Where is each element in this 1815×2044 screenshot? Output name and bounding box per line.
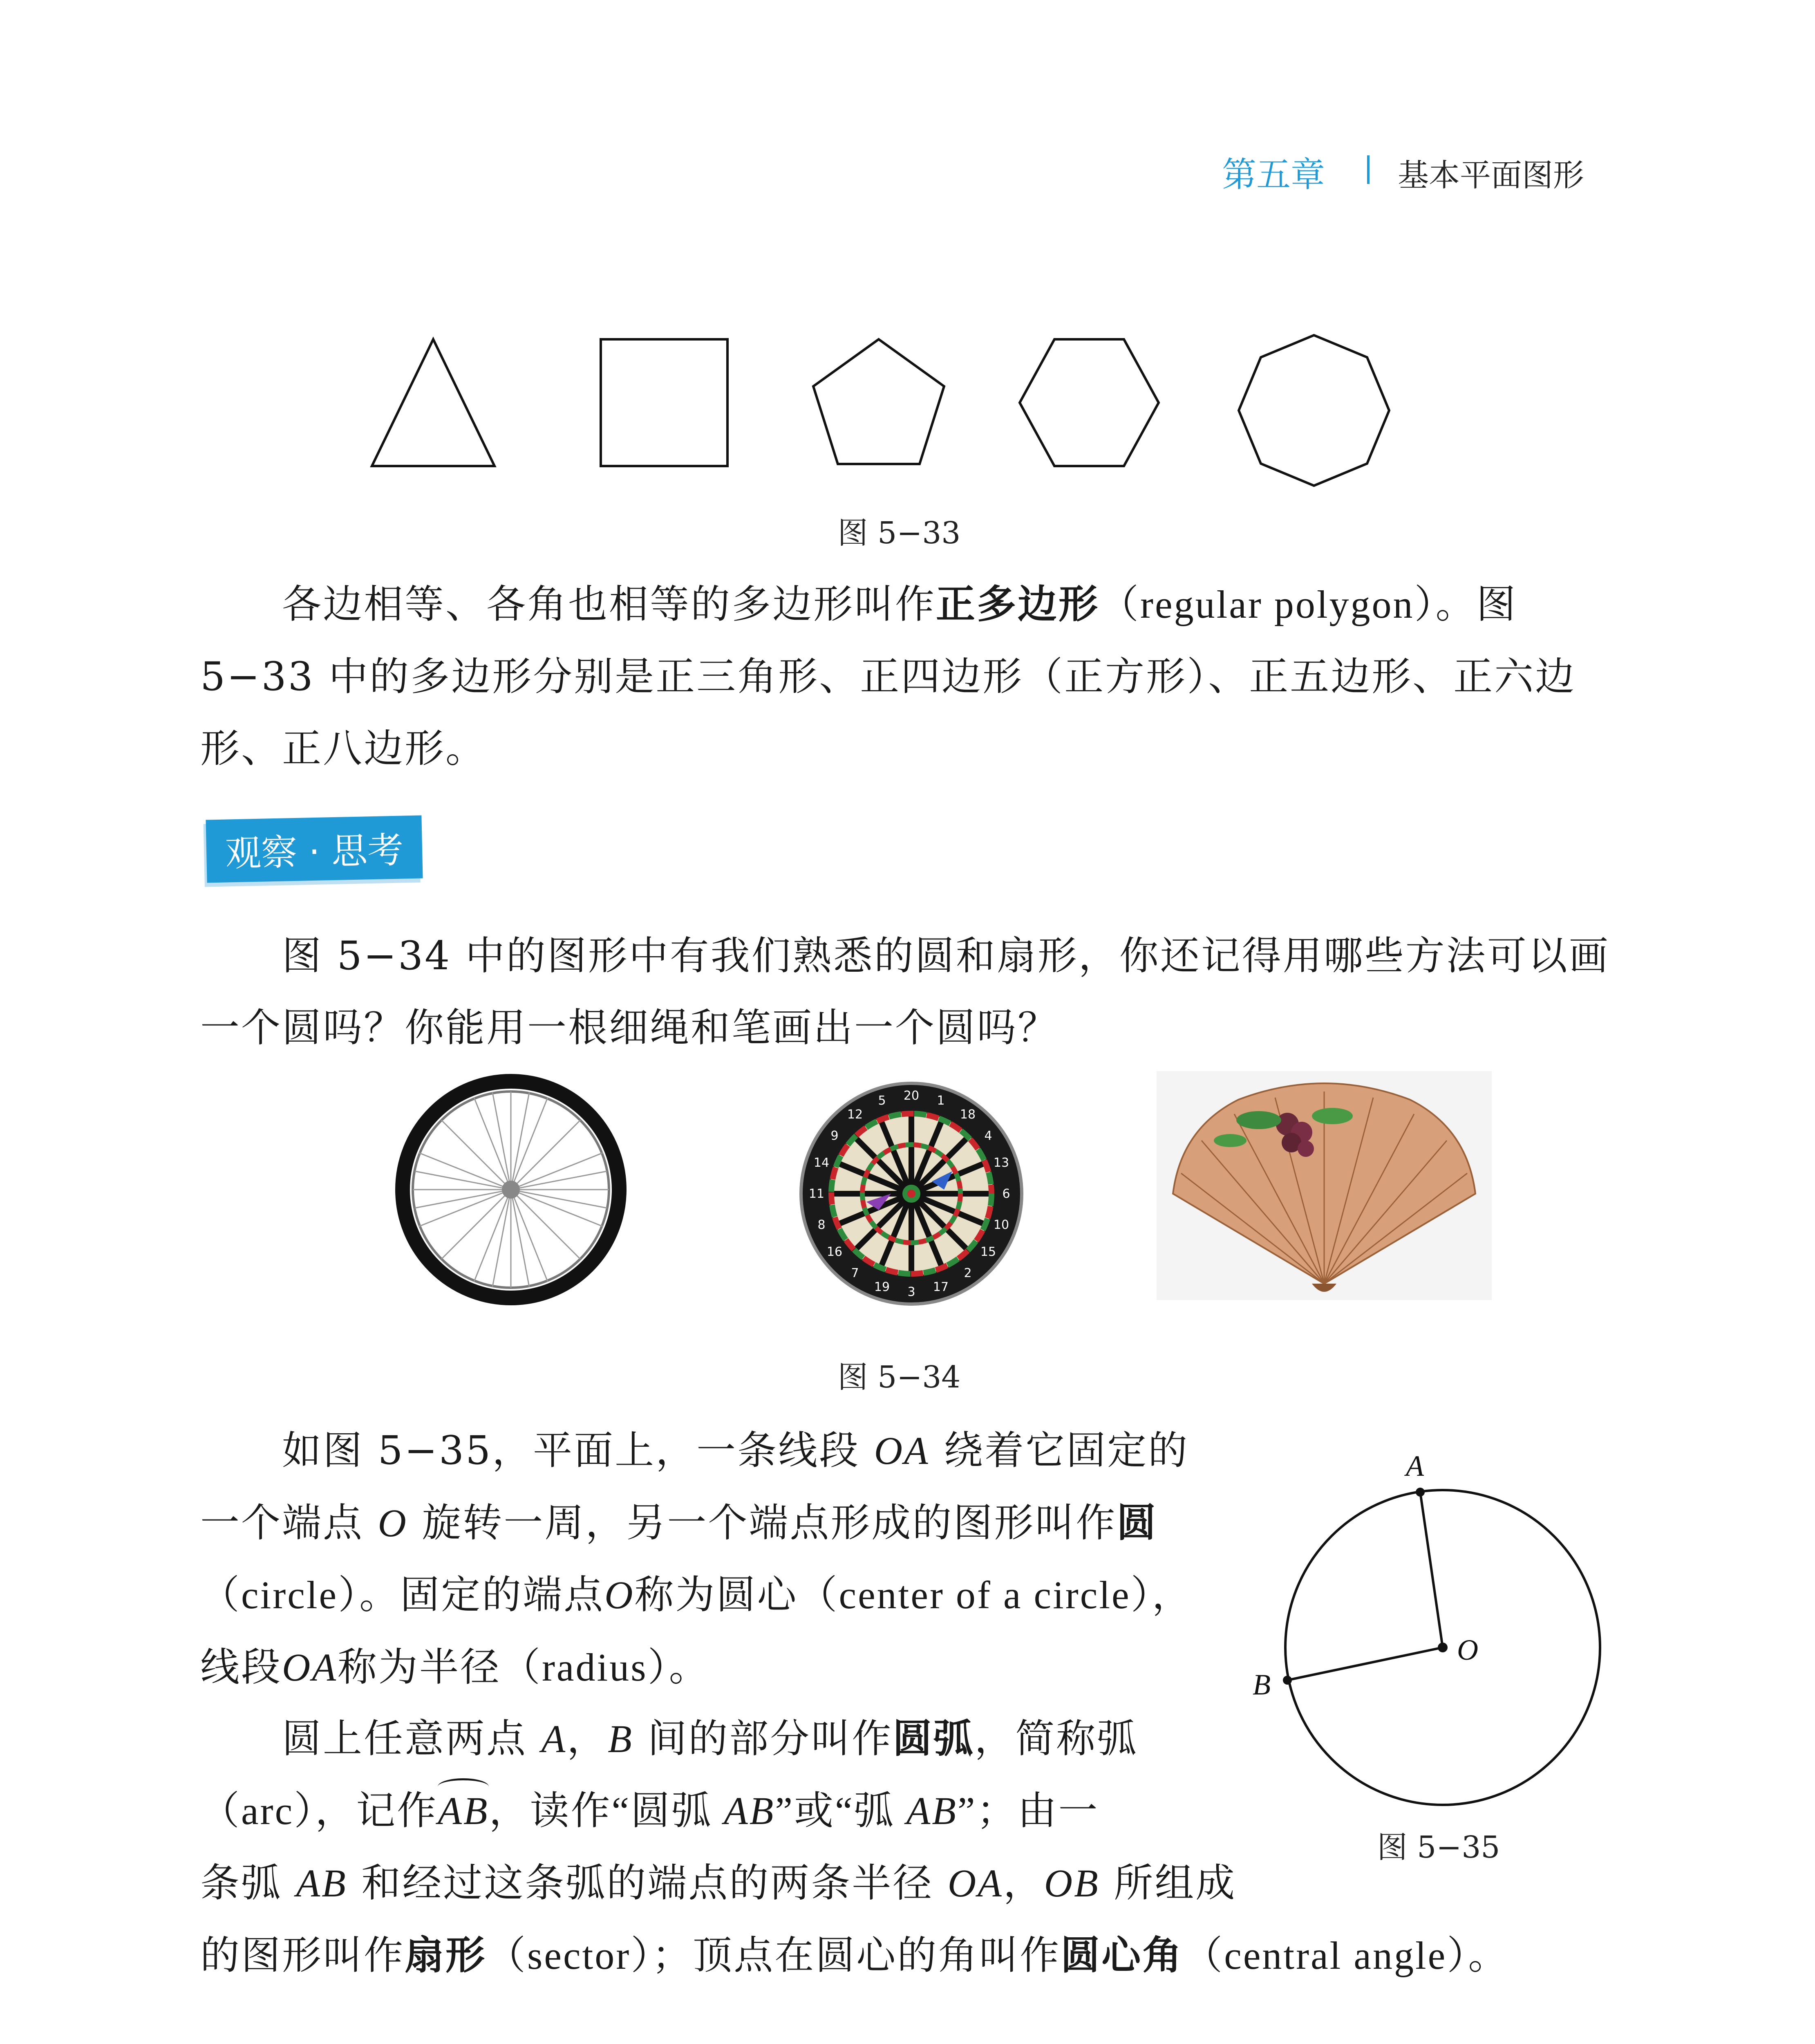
- dart-number: 14: [813, 1156, 830, 1170]
- fig-5-33-caption: 图 5−33: [837, 515, 961, 551]
- dartboard-image: [797, 1079, 1026, 1308]
- point-o-label: O: [1457, 1634, 1478, 1666]
- dart-number: 10: [993, 1218, 1009, 1232]
- dart-number: 4: [984, 1129, 992, 1143]
- fig-5-35-caption: 图 5−35: [1377, 1830, 1500, 1865]
- term-central-angle: 圆心角: [1061, 1932, 1184, 1978]
- dart-number: 11: [808, 1187, 825, 1201]
- arc-notation: AB: [438, 1775, 489, 1847]
- paragraph-regular-polygon: 各边相等、各角也相等的多边形叫作正多边形（regular polygon）。图 5−33 中的多边形分别是正三角形、正四边形（正方形）、正五边形、正六边 形、正八边形。: [200, 581, 1576, 771]
- octagon-shape: [1239, 335, 1389, 486]
- bicycle-wheel-image: [392, 1067, 629, 1312]
- chapter-title: 基本平面图形: [1398, 157, 1584, 193]
- term-regular-polygon: 正多边形: [936, 581, 1099, 627]
- folding-fan-image: [1157, 1071, 1492, 1300]
- pentagon-shape: [813, 339, 944, 464]
- regular-polygons-figure: [360, 327, 1430, 491]
- dart-number: 8: [817, 1218, 826, 1232]
- hexagon-shape: [1020, 339, 1159, 466]
- term-arc: 圆弧: [893, 1716, 975, 1762]
- circle-diagram: [1234, 1447, 1618, 1815]
- point-a-label: A: [1406, 1450, 1424, 1482]
- point-b-label: B: [1253, 1668, 1271, 1701]
- term-circle: 圆: [1117, 1500, 1158, 1546]
- dart-number: 12: [847, 1107, 863, 1122]
- dart-number: 1: [937, 1094, 945, 1108]
- paragraph-circle-definition: 如图 5−35，平面上，一条线段 OA 绕着它固定的 一个端点 O 旋转一周，另一个端点形成的图形叫作圆 （circle）。固定的端点O称为圆心（center of a circle）， 线段OA称为半径（radius）。: [200, 1428, 1193, 1690]
- dart-number: 20: [903, 1089, 920, 1103]
- dart-number: 3: [907, 1285, 915, 1299]
- dart-number: 15: [980, 1245, 996, 1259]
- paragraph-arc-sector: 圆上任意两点 A，B 间的部分叫作圆弧，简称弧 （arc），记作 AB，读作“圆弧 AB”或“弧 AB”；由一 条弧 AB 和经过这条弧的端点的两条半径 OA，OB 所组成 的图形叫作扇形（sector）；顶点在圆心的角叫作圆心角（central angle）。: [200, 1716, 1509, 1978]
- dart-number: 9: [830, 1129, 839, 1143]
- observe-think-tag: 观察 · 思考: [206, 815, 423, 883]
- fig-5-34-caption: 图 5−34: [837, 1360, 961, 1395]
- term-sector: 扇形: [405, 1932, 486, 1978]
- paragraph-circle-question: 图 5−34 中的图形中有我们熟悉的圆和扇形，你还记得用哪些方法可以画 一个圆吗？你能用一根细绳和笔画出一个圆吗？: [200, 933, 1610, 1051]
- triangle-shape: [372, 339, 495, 466]
- dart-number: 19: [874, 1280, 890, 1294]
- dart-number: 13: [993, 1156, 1009, 1170]
- dart-number: 5: [878, 1094, 886, 1108]
- chapter-label: 第五章: [1222, 155, 1325, 195]
- square-shape: [601, 339, 727, 466]
- header-divider: [1367, 155, 1370, 184]
- dart-number: 6: [1002, 1187, 1010, 1201]
- dart-number: 16: [826, 1245, 843, 1259]
- dart-number: 7: [851, 1266, 859, 1280]
- dart-number: 2: [964, 1266, 972, 1280]
- dart-number: 18: [960, 1107, 976, 1122]
- dart-number: 17: [933, 1280, 949, 1294]
